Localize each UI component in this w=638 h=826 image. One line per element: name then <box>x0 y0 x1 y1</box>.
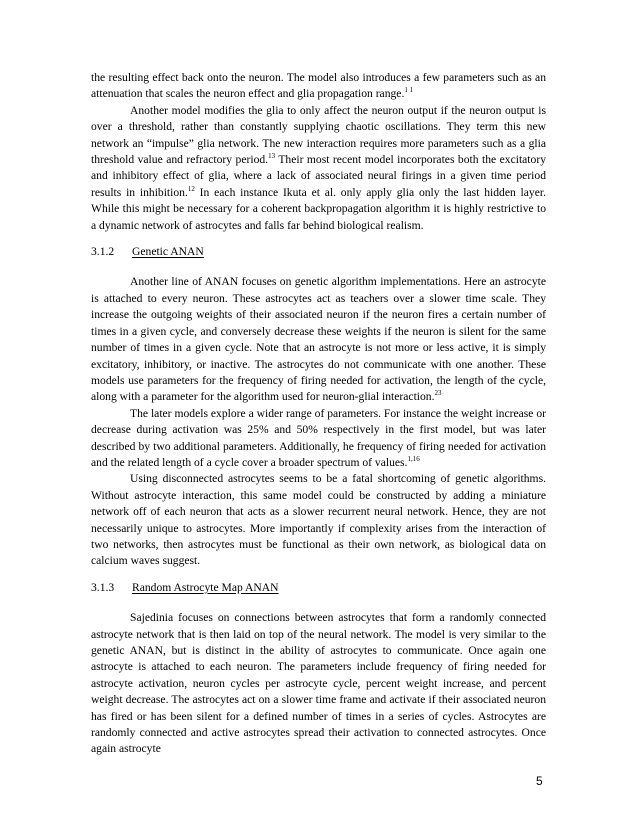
page-body <box>91 70 546 758</box>
paragraph-text: Using disconnected astrocytes seems to be a fatal shortcoming of genetic algorithms. Without astrocyte interaction, this same model could be constructed by adding a miniature network off of each neuron that acts as a slower recurrent neural network. Hence, they are not necessarily unique to astrocytes. More importantly if complexity arises from the interaction of two networks, then astrocytes must be functional as their own network, as biological data on calcium waves suggest. <box>91 472 546 568</box>
section-heading-genetic-anan <box>91 244 546 260</box>
paragraph-text: Another model modifies the glia to only affect the neuron output if the neuron output is over a threshold, rather than constantly supplying chaotic oscillations. They term this new network an “impulse” glia network. The new interaction requires more parameters such as a glia threshold value and refractory period. <box>91 103 546 167</box>
citation-superscript: 23 <box>434 389 442 398</box>
paragraph-continued <box>91 70 546 103</box>
citation-superscript: 1 1 <box>404 86 414 95</box>
paragraph-text: Another line of ANAN focuses on genetic algorithm implementations. Here an astrocyte is attached to every neuron. These astrocytes act as teachers over a slower time scale. They increase the outgoing weights of their associated neuron if the neuron fires a certain number of times in a given cycle, and conversely decrease these weights if the neuron is silent for the same number of times in a given cycle. Note that an astrocyte is not more or less active, it is simply excitatory, inhibitory, or inactive. The astrocytes do not communicate with one another. These models use parameters for the frequency of firing needed for activation, the length of the cycle, along with a parameter for the algorithm used for neuron-glial interaction. <box>91 275 546 404</box>
citation-superscript: 13 <box>268 152 276 161</box>
section-number: 3.1.2 <box>91 245 115 259</box>
paragraph-genetic-intro <box>91 274 546 405</box>
section-number: 3.1.3 <box>91 580 115 594</box>
page-number: 5 <box>536 774 543 788</box>
paragraph-text: the resulting effect back onto the neuron. The model also introduces a few parameters such as an attenuation that scales the neuron effect and glia propagation range. <box>91 71 546 101</box>
paragraph-disconnected-astrocytes <box>91 471 546 569</box>
paragraph-impulse-glia <box>91 103 546 234</box>
section-title: Genetic ANAN <box>132 245 204 259</box>
paragraph-text: In each instance Ikuta et al. only apply glia only the last hidden layer. While this might be necessary for a coherent backpropagation algorithm it is highly restrictive to a dynamic network of astrocytes and falls far behind biological realism. <box>91 185 546 232</box>
paragraph-text: The later models explore a wider range of parameters. For instance the weight increase or decrease during activation was 25% and 50% respectively in the first model, but was later described by two additional parameters. Additionally, he frequency of firing needed for activation and the related length of a cycle cover a broader spectrum of values. <box>91 406 546 469</box>
paragraph-sajedinia <box>91 610 546 758</box>
paragraph-text: Sajedinia focuses on connections between astrocytes that form a randomly connected astrocyte network that is then laid on top of the neural network. The model is very similar to the genetic ANAN, but is distinct in the ability of astrocytes to communicate. Once again one astrocyte is attached to each neuron. The parameters include frequency of firing needed for astrocyte activation, neuron cycles per astrocyte cycle, percent weight increase, and percent weight decrease. The astrocytes act on a slower time frame and activate if their associated neuron has fired or has been silent for a defined number of times in a series of cycles. Astrocytes are randomly connected and active astrocytes spread their activation to connected astrocytes. Once again astrocyte <box>91 611 546 756</box>
citation-superscript: 12 <box>187 184 195 193</box>
citation-superscript: 1,16 <box>407 454 420 463</box>
paragraph-text: Their most recent model incorporates both the excitatory and inhibitory effect of glia, where a lack of associated neural firings in a given time period results in inhibition. <box>91 153 546 199</box>
section-heading-random-astrocyte-map <box>91 580 546 596</box>
section-title: Random Astrocyte Map ANAN <box>132 580 279 594</box>
paragraph-later-models <box>91 406 546 472</box>
